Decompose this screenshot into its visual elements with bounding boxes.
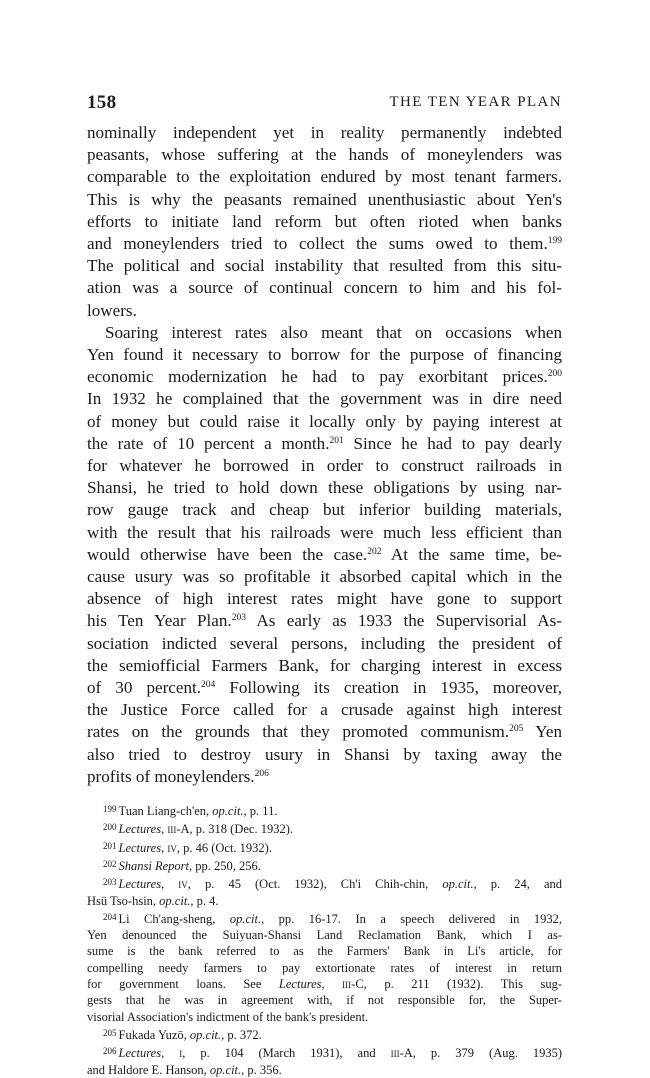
running-head: THE TEN YEAR PLAN bbox=[389, 94, 562, 110]
footnote-203-cont bbox=[87, 893, 562, 909]
footnote-199 bbox=[87, 801, 562, 819]
footnote-206-cont bbox=[87, 1062, 562, 1078]
footnote-text: , bbox=[161, 1046, 180, 1061]
footnote-206 bbox=[87, 1043, 562, 1061]
footnote-text: , p. 4. bbox=[190, 893, 219, 908]
footnote-text: Hsü Tso-hsin, bbox=[87, 893, 160, 908]
footnote-italic: Shansi Report bbox=[118, 858, 189, 873]
footnote-smallcaps: iv bbox=[178, 877, 188, 892]
footnote-italic: Lectures bbox=[278, 977, 322, 992]
footnote-ref[interactable]: 204 bbox=[201, 680, 216, 691]
footnote-smallcaps: i bbox=[179, 1046, 183, 1061]
text-line bbox=[87, 544, 562, 566]
footnote-text: , p. 372. bbox=[221, 1027, 262, 1042]
footnote-text: , pp. 250, 256. bbox=[188, 858, 261, 873]
text-line: lowers. bbox=[87, 300, 137, 320]
text-line: sociation indicted several persons, including the president of bbox=[87, 633, 562, 653]
footnote-ref[interactable]: 202 bbox=[367, 546, 382, 557]
text-line: Yen found it necessary to borrow for the purpose of financing bbox=[87, 345, 562, 365]
footnote-text: , p. 45 (Oct. 1932), Ch'i Chih-chin, bbox=[187, 877, 443, 892]
text-line: In 1932 he complained that the government was in dire need bbox=[87, 389, 562, 409]
footnote-204 bbox=[87, 909, 562, 927]
footnote-italic: op.cit. bbox=[442, 877, 474, 892]
footnote-number: 202 bbox=[103, 858, 117, 869]
footnote-text: , p. 356. bbox=[241, 1062, 282, 1077]
footnote-ref[interactable]: 199 bbox=[547, 236, 562, 247]
footnote-text: Fukada Yuzō, bbox=[118, 1027, 190, 1042]
text-segment: Since he had to pay dearly bbox=[343, 433, 562, 453]
footnote-italic: op.cit. bbox=[189, 1027, 222, 1042]
text-segment: profits of moneylenders. bbox=[87, 766, 255, 786]
text-line: also tried to destroy usury in Shansi by taxing away the bbox=[87, 744, 562, 764]
text-line: This is why the peasants remained unenthusiastic about Yen's bbox=[87, 189, 562, 209]
footnote-ref[interactable]: 201 bbox=[329, 435, 344, 446]
footnote-italic: Lectures bbox=[118, 1046, 162, 1061]
footnote-italic: Lectures bbox=[118, 840, 162, 855]
footnote-text: , p. 318 (Dec. 1932). bbox=[189, 822, 293, 837]
footnote-201 bbox=[87, 838, 562, 856]
footnote-italic: op.cit. bbox=[212, 804, 244, 819]
page-header bbox=[87, 92, 562, 122]
main-text bbox=[87, 122, 562, 788]
footnote-number: 206 bbox=[103, 1046, 117, 1057]
text-line bbox=[87, 721, 562, 743]
text-segment: rates on the grounds that they promoted communism. bbox=[87, 722, 510, 742]
footnote-204-cont: compelling needy farmers to pay extortionate rates of interest in return bbox=[87, 960, 562, 975]
text-line bbox=[87, 610, 562, 632]
footnote-ref[interactable]: 205 bbox=[509, 724, 524, 735]
text-line bbox=[87, 766, 562, 788]
footnote-202 bbox=[87, 856, 562, 874]
footnote-text: , p. 104 (March 1931), and bbox=[182, 1046, 391, 1061]
text-line: for whatever he borrowed in order to construct railroads in bbox=[87, 456, 562, 476]
footnote-number: 200 bbox=[103, 822, 117, 833]
text-line: the Justice Force called for a crusade against high interest bbox=[87, 700, 562, 720]
text-segment: his Ten Year Plan. bbox=[87, 611, 232, 631]
footnote-italic: op.cit. bbox=[159, 893, 191, 908]
footnote-text: , p. 46 (Oct. 1932). bbox=[176, 840, 272, 855]
text-segment: and moneylenders tried to collect the sums owed to them. bbox=[87, 234, 548, 254]
text-line: Shansi, he tried to hold down these obligations by using nar- bbox=[87, 478, 562, 498]
text-line: of money but could raise it locally only by paying interest at bbox=[87, 411, 562, 431]
page-number: 158 bbox=[87, 92, 117, 113]
footnote-italic: Lectures bbox=[118, 822, 162, 837]
footnote-text: , p. 11. bbox=[243, 804, 278, 819]
footnote-text: for government loans. See bbox=[87, 977, 279, 992]
footnote-205 bbox=[87, 1025, 562, 1043]
text-line bbox=[87, 366, 562, 388]
footnote-number: 203 bbox=[103, 877, 117, 888]
footnote-text: and Haldore E. Hanson, bbox=[87, 1062, 210, 1077]
text-line: nominally independent yet in reality permanently indebted bbox=[87, 123, 562, 142]
footnote-203 bbox=[87, 874, 562, 892]
book-page bbox=[87, 92, 562, 1078]
text-line: ation was a source of continual concern to him and his fol- bbox=[87, 278, 562, 298]
paragraph-1 bbox=[87, 122, 562, 322]
text-line: comparable to the exploitation endured by most tenant farmers. bbox=[87, 167, 562, 187]
footnote-text: , bbox=[321, 977, 343, 992]
footnote-204-cont: gests that he was in agreement with, if not responsible for, the Super- bbox=[87, 993, 562, 1008]
footnote-204-cont: Yen denounced the Suiyuan-Shansi Land Reclamation Bank, which I as- bbox=[87, 928, 562, 943]
text-segment: At the same time, be- bbox=[381, 544, 562, 564]
text-line: Soaring interest rates also meant that on occasions when bbox=[105, 322, 562, 342]
footnote-text: , p. 379 (Aug. 1935) bbox=[412, 1046, 563, 1061]
footnote-text: , pp. 16-17. In a speech delivered in 1932, bbox=[261, 911, 563, 926]
text-segment: As early as 1933 the Supervisorial As- bbox=[245, 611, 562, 631]
footnote-italic: Lectures bbox=[118, 877, 162, 892]
text-line: efforts to initiate land reform but often rioted when banks bbox=[87, 211, 562, 231]
text-line bbox=[87, 433, 562, 455]
text-line bbox=[87, 677, 562, 699]
footnotes bbox=[87, 801, 562, 1078]
footnote-204-cont bbox=[87, 976, 562, 992]
text-segment: Yen bbox=[523, 722, 562, 742]
footnote-number: 205 bbox=[103, 1027, 117, 1038]
footnote-italic: op.cit. bbox=[229, 911, 262, 926]
footnote-number: 204 bbox=[103, 911, 117, 922]
text-line: cause usury was so profitable it absorbed capital which in the bbox=[87, 567, 562, 587]
footnote-text: Li Ch'ang-sheng, bbox=[118, 911, 230, 926]
text-segment: Following its creation in 1935, moreover, bbox=[215, 678, 563, 698]
text-line bbox=[87, 233, 562, 255]
text-line: absence of high interest rates might have gone to support bbox=[87, 589, 562, 609]
footnote-ref[interactable]: 206 bbox=[254, 768, 269, 779]
text-segment: of 30 percent. bbox=[87, 678, 202, 698]
text-segment: economic modernization he had to pay exorbitant prices. bbox=[87, 367, 548, 387]
text-line: peasants, whose suffering at the hands of moneylenders was bbox=[87, 145, 562, 165]
footnote-text: , p. 211 (1932). This sug- bbox=[363, 977, 563, 992]
footnote-text: , bbox=[161, 877, 179, 892]
text-segment: the rate of 10 percent a month. bbox=[87, 433, 330, 453]
footnote-ref[interactable]: 200 bbox=[547, 369, 562, 380]
footnote-text: Tuan Liang-ch'en, bbox=[118, 804, 213, 819]
footnote-200 bbox=[87, 819, 562, 837]
footnote-204-cont: visorial Association's indictment of the bank's president. bbox=[87, 1009, 369, 1024]
footnote-text: , bbox=[161, 840, 168, 855]
text-line: the semiofficial Farmers Bank, for charging interest in excess bbox=[87, 655, 562, 675]
footnote-204-cont: sume is the bank referred to as the Farmers' Bank in Li's article, for bbox=[87, 944, 562, 959]
text-segment: would otherwise have been the case. bbox=[87, 544, 368, 564]
footnote-smallcaps: iv bbox=[167, 840, 177, 855]
text-line: The political and social instability that resulted from this situ- bbox=[87, 256, 562, 276]
footnote-number: 201 bbox=[103, 840, 117, 851]
footnote-text: , bbox=[161, 822, 168, 837]
text-line: row gauge track and cheap but inferior building materials, bbox=[87, 500, 562, 520]
footnote-ref[interactable]: 203 bbox=[231, 613, 246, 624]
footnote-number: 199 bbox=[103, 804, 117, 815]
text-line: with the result that his railroads were much less efficient than bbox=[87, 522, 562, 542]
footnote-smallcaps: iii-A bbox=[390, 1046, 413, 1061]
footnote-text: , p. 24, and bbox=[473, 877, 562, 892]
footnote-italic: op.cit. bbox=[209, 1062, 242, 1077]
paragraph-2 bbox=[87, 322, 562, 788]
footnote-smallcaps: iii-A bbox=[167, 822, 190, 837]
footnote-smallcaps: iii-C bbox=[342, 977, 364, 992]
